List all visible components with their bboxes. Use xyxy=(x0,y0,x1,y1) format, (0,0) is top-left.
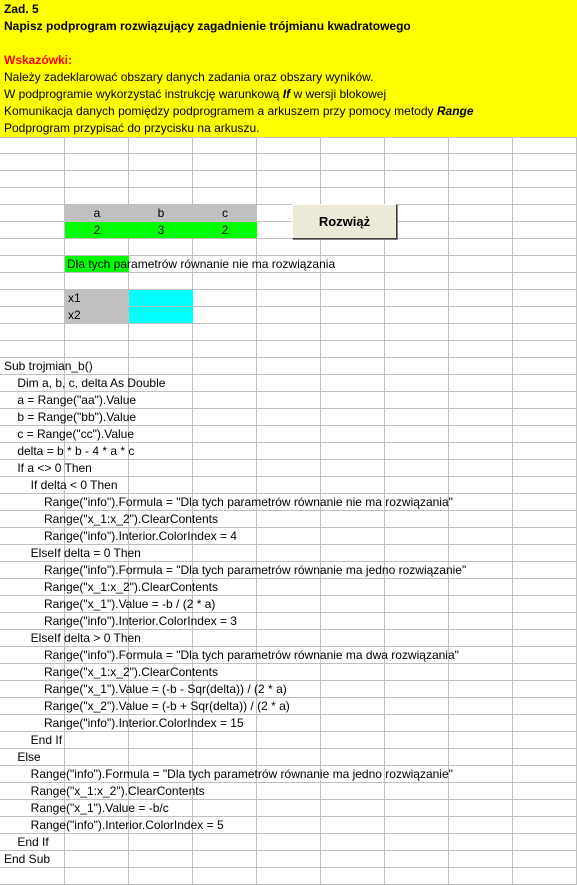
code-line: ElseIf delta = 0 Then xyxy=(4,546,141,560)
hint-line-2 xyxy=(4,86,386,102)
grid-row-line xyxy=(0,748,577,749)
code-line: ElseIf delta > 0 Then xyxy=(4,631,141,645)
header-c: c xyxy=(193,205,257,221)
value-b[interactable]: 3 xyxy=(129,222,193,238)
code-line: Range("x_1:x_2").ClearContents xyxy=(4,580,218,594)
hint-line-2-keyword: If xyxy=(282,87,291,101)
hint-line-3-pre: Komunikacja danych pomiędzy podprogramem a arkuszem przy pomocy metody xyxy=(4,104,437,118)
hint-line-4: Podprogram przypisać do przycisku na arkuszu. xyxy=(4,121,260,135)
grid-row-line xyxy=(0,850,577,851)
hint-line-3-keyword: Range xyxy=(436,104,474,118)
code-line: Dim a, b, c, delta As Double xyxy=(4,376,166,390)
code-line: Range("info").Formula = "Dla tych parametrów równanie ma dwa rozwiązania" xyxy=(4,648,459,662)
code-line: Range("info").Interior.ColorIndex = 5 xyxy=(4,818,224,832)
header-a: a xyxy=(65,205,129,221)
hint-line-2-post: w wersji blokowej xyxy=(290,87,387,101)
hints-heading: Wskazówki: xyxy=(4,53,73,67)
grid-row-line xyxy=(0,187,577,188)
x1-label: x1 xyxy=(65,290,129,306)
x2-value[interactable] xyxy=(129,307,193,323)
code-line: Range("info").Formula = "Dla tych parametrów równanie ma jedno rozwiązanie" xyxy=(4,563,467,577)
code-line: Range("info").Interior.ColorIndex = 4 xyxy=(4,529,237,543)
grid-row-line xyxy=(0,238,577,239)
grid-row-line xyxy=(0,170,577,171)
hint-line-1: Należy zadeklarować obszary danych zadania oraz obszary wyników. xyxy=(4,70,374,84)
task-banner xyxy=(0,0,577,138)
hint-line-2-pre: W podprogramie wykorzystać instrukcję warunkową xyxy=(4,87,283,101)
code-line: Range("x_2").Value = (-b + Sqr(delta)) / (2 * a) xyxy=(4,699,290,713)
code-line: Range("info").Interior.ColorIndex = 3 xyxy=(4,614,237,628)
grid-column-line xyxy=(512,137,513,885)
info-message[interactable]: Dla tych parametrów równanie nie ma rozwiązania xyxy=(67,257,336,271)
task-subtitle: Napisz podprogram rozwiązujący zagadnienie trójmianu kwadratowego xyxy=(4,19,411,33)
code-line: Range("x_1").Value = (-b - Sqr(delta)) / (2 * a) xyxy=(4,682,287,696)
x2-label: x2 xyxy=(65,307,129,323)
code-line: If delta < 0 Then xyxy=(4,478,118,492)
code-line: b = Range("bb").Value xyxy=(4,410,137,424)
grid-row-line xyxy=(0,323,577,324)
code-line: Else xyxy=(4,750,41,764)
code-line: Range("x_1:x_2").ClearContents xyxy=(4,512,218,526)
code-line: delta = b * b - 4 * a * c xyxy=(4,444,135,458)
code-line: End If xyxy=(4,733,63,747)
code-line: Range("info").Interior.ColorIndex = 15 xyxy=(4,716,244,730)
code-line: Range("x_1").Value = -b / (2 * a) xyxy=(4,597,216,611)
code-line: If a <> 0 Then xyxy=(4,461,92,475)
code-line: Range("x_1:x_2").ClearContents xyxy=(4,665,218,679)
grid-row-line xyxy=(0,272,577,273)
value-c[interactable]: 2 xyxy=(193,222,257,238)
hint-line-3 xyxy=(4,103,474,119)
code-line: Range("x_1").Value = -b/c xyxy=(4,801,169,815)
code-line: Sub trojmian_b() xyxy=(4,359,93,373)
value-a[interactable]: 2 xyxy=(65,222,129,238)
code-line: End If xyxy=(4,835,49,849)
code-line: c = Range("cc").Value xyxy=(4,427,135,441)
code-line: a = Range("aa").Value xyxy=(4,393,137,407)
grid-row-line xyxy=(0,153,577,154)
code-line: Range("info").Formula = "Dla tych parametrów równanie ma jedno rozwiązanie" xyxy=(4,767,453,781)
grid-row-line xyxy=(0,340,577,341)
solve-button[interactable]: Rozwiąż xyxy=(292,204,397,239)
code-line: Range("x_1:x_2").ClearContents xyxy=(4,784,205,798)
task-title: Zad. 5 xyxy=(4,2,39,16)
code-line: Range("info").Formula = "Dla tych parametrów równanie nie ma rozwiązania" xyxy=(4,495,453,509)
x1-value[interactable] xyxy=(129,290,193,306)
grid-row-line xyxy=(0,867,577,868)
code-line: End Sub xyxy=(4,852,51,866)
header-b: b xyxy=(129,205,193,221)
